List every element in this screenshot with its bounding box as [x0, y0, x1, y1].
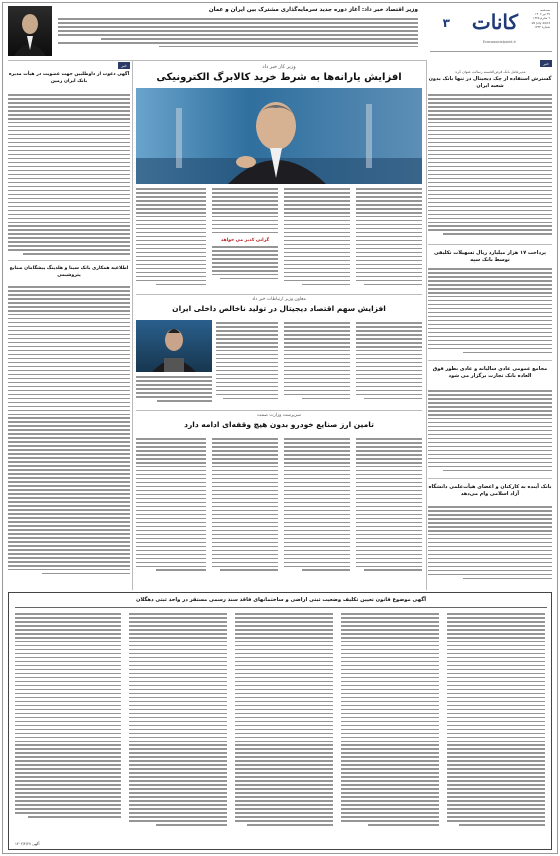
- ad-divider: [15, 607, 547, 608]
- story-c: [136, 412, 422, 588]
- top-story-headline: وزیر اقتصاد خبر داد: آغاز دوره جدید سرمایه‌گذاری مشترک بین ایران و عمان: [208, 7, 418, 13]
- story-c-col-4: [136, 438, 206, 573]
- story-b-col-4: [136, 376, 212, 404]
- story1-kicker: مدیرعامل بانک قرض‌الحسنه رسالت عنوان کرد:: [454, 70, 526, 74]
- divider: [428, 244, 552, 245]
- minister-speech-photo: [136, 88, 422, 184]
- left-body-1: [8, 94, 130, 257]
- main-col-2: [284, 188, 350, 288]
- deputy-minister-photo: [136, 320, 212, 372]
- story1-title: گسترش استفاده از چک دیجیتال در تنها بانک بدون شعبه ایران: [428, 76, 552, 89]
- main-story: [136, 62, 422, 292]
- date-line: شماره ۱۷۳۴: [534, 24, 550, 29]
- story-b-col-1: [356, 322, 422, 402]
- story-c-headline: تامین ارز صنایع خودرو بدون هیچ وقفه‌ای ادامه دارد: [184, 420, 374, 429]
- story2-title: پرداخت ۱۷ هزار میلیارد ریال تسهیلات تکلیفی توسط بانک سپه: [433, 250, 547, 263]
- story4-title: بانک آینده به کارکنان و اعضای هیأت‌علمی دانشگاه آزاد اسلامی وام می‌دهد: [428, 484, 552, 497]
- main-col-1: [356, 188, 422, 288]
- date-line: ۹ محرم ۱۴۴۵: [532, 16, 550, 21]
- left-title-1: آگهی دعوت از داوطلبین جهت عضویت در هیأت مدیره بانک ایران زمین: [8, 72, 130, 84]
- story-c-col-3: [212, 438, 278, 573]
- left-column: [8, 62, 130, 588]
- story4-body: [428, 506, 552, 582]
- story-b-col-2: [284, 322, 350, 402]
- divider: [136, 294, 422, 295]
- story-c-col-2: [284, 438, 350, 573]
- date-line: سه‌شنبه: [539, 8, 550, 12]
- story-b: [136, 296, 422, 408]
- story-b-headline: افزایش سهم اقتصاد دیجیتال در تولید ناخالص داخلی ایران: [172, 304, 386, 313]
- divider: [8, 60, 426, 61]
- page-number: ۳: [442, 16, 450, 30]
- story-c-kicker: سرپرست وزارت صمت: [257, 413, 301, 418]
- section-tag: خبر: [540, 60, 552, 67]
- story-b-col-3: [216, 322, 278, 402]
- site-url: Econosocialpoint.ir: [482, 40, 516, 44]
- legal-ad: [8, 592, 552, 850]
- divider: [428, 360, 552, 361]
- main-col-3: [212, 188, 278, 236]
- top-story-body: [58, 18, 418, 50]
- right-column: [428, 60, 552, 590]
- ad-col-1: [447, 613, 545, 828]
- divider: [8, 260, 130, 261]
- ad-title: آگهی موضوع قانون تعیین تکلیف وضعیت ثبتی اراضی و ساختمانهای فاقد سند رسمی مستقر در واحد ثبتی دهگلان: [135, 597, 426, 603]
- ad-col-2: [341, 613, 439, 828]
- story2-body: [428, 268, 552, 356]
- left-body-2: [8, 286, 130, 577]
- date-line: 18 July 2023: [531, 20, 550, 25]
- masthead: [430, 6, 552, 52]
- minister-photo: [8, 6, 52, 56]
- left-title-2: اطلاعیه همکاری بانک سینا و هلدینگ پیشگامان صنایع پتروشیمی: [9, 266, 129, 278]
- main-subhead: گرانی کدبر می خواهد: [220, 238, 270, 243]
- column-divider: [426, 60, 427, 590]
- story3-title: مجامع عمومی عادی سالیانه و عادی بطور فوق العاده بانک تجارت برگزار می شود: [432, 366, 548, 379]
- ad-col-4: [129, 613, 227, 828]
- date-block: [526, 8, 550, 29]
- story3-body: [428, 390, 552, 474]
- main-kicker: وزیر کار خبر داد: [262, 64, 296, 70]
- divider: [136, 410, 422, 411]
- ad-col-5: [15, 613, 121, 820]
- ad-col-3: [235, 613, 333, 828]
- ad-footer: آگهی ۱۴۰۲/۴/۲۷: [15, 842, 40, 846]
- story-c-col-1: [356, 438, 422, 573]
- main-col-3b: [212, 246, 278, 282]
- story1-body: [428, 94, 552, 237]
- date-line: ۲۷ تیر ۱۴۰۲: [535, 12, 550, 17]
- main-headline: افزایش یارانه‌ها به شرط خرید کالابرگ الکترونیکی: [156, 72, 402, 83]
- main-col-4: [136, 188, 206, 288]
- story-b-kicker: معاون وزیر ارتباطات خبر داد: [252, 297, 306, 302]
- section-tag: خبر: [118, 62, 130, 69]
- column-divider: [132, 60, 133, 590]
- top-story: [8, 6, 418, 62]
- divider: [428, 478, 552, 479]
- logo: کانات: [471, 10, 518, 34]
